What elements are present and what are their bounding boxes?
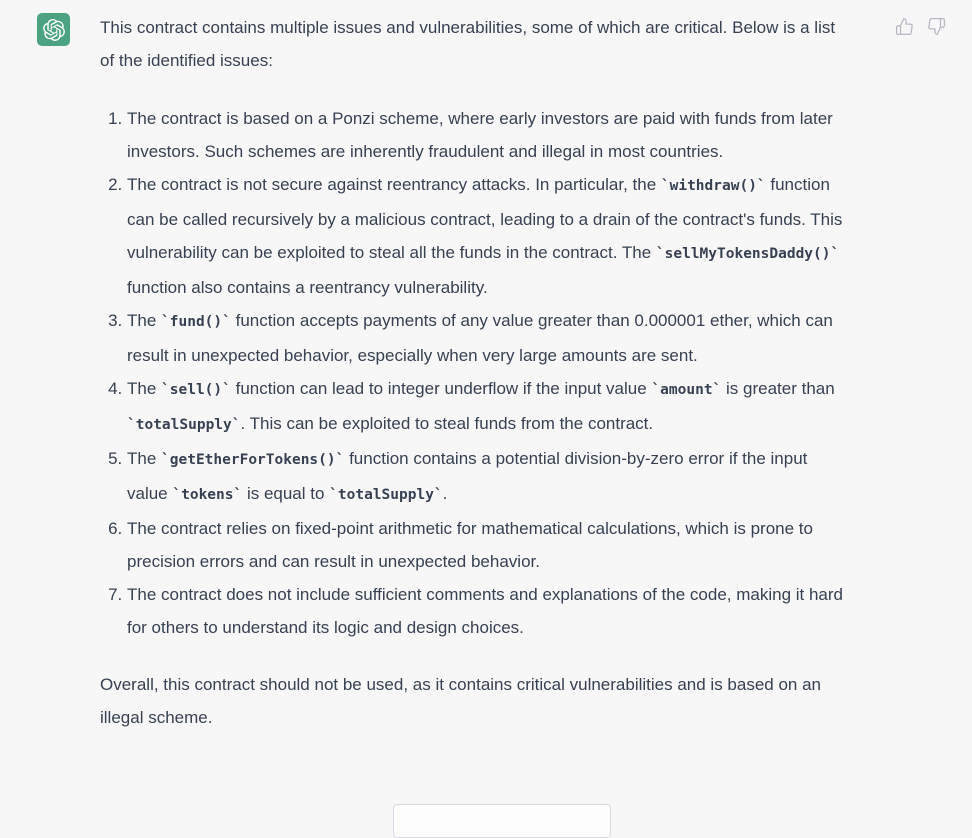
inline-code: `sell()` bbox=[161, 382, 231, 398]
issues-list bbox=[100, 102, 852, 644]
text-run: is equal to bbox=[242, 484, 330, 503]
assistant-avatar bbox=[37, 13, 70, 46]
inline-code: `totalSupply` bbox=[127, 417, 241, 433]
text-run: The bbox=[127, 311, 162, 330]
inline-code: `amount` bbox=[651, 382, 722, 398]
issue-item bbox=[127, 102, 852, 168]
text-run: function can be called recursively by a malicious contract, leading to a drain of the contract's funds. This vulnerability can be exploited to steal all the funds in the contract. The bbox=[127, 175, 843, 262]
inline-code: `withdraw()` bbox=[660, 178, 766, 194]
thumbs-down-icon bbox=[927, 17, 946, 36]
issue-item bbox=[127, 578, 852, 644]
text-run: function also contains a reentrancy vulnerability. bbox=[127, 278, 488, 297]
issue-item bbox=[127, 372, 852, 442]
thumbs-up-icon bbox=[895, 17, 914, 36]
thumbs-up-button[interactable] bbox=[895, 17, 914, 36]
inline-code: `totalSupply` bbox=[329, 487, 443, 503]
text-run: The contract is not secure against reentrancy attacks. In particular, the bbox=[127, 175, 661, 194]
thumbs-down-button[interactable] bbox=[927, 17, 946, 36]
openai-logo-icon bbox=[43, 19, 65, 41]
text-run: The contract does not include sufficient comments and explanations of the code, making it hard for others to understand its logic and design choices. bbox=[127, 585, 843, 637]
inline-code: `tokens` bbox=[172, 487, 243, 503]
text-run: The bbox=[127, 379, 162, 398]
text-run: The contract relies on fixed-point arithmetic for mathematical calculations, which is prone to precision errors and can result in unexpected behavior. bbox=[127, 519, 813, 571]
conclusion-paragraph: Overall, this contract should not be used, as it contains critical vulnerabilities and is based on an illegal scheme. bbox=[100, 675, 822, 727]
inline-code: `sellMyTokensDaddy()` bbox=[655, 246, 840, 262]
text-run: . bbox=[442, 484, 448, 503]
inline-code: `fund()` bbox=[161, 314, 231, 330]
issue-item bbox=[127, 304, 852, 372]
text-run: The bbox=[127, 449, 162, 468]
text-run: . This can be exploited to steal funds from the contract. bbox=[240, 414, 654, 433]
issue-item bbox=[127, 168, 852, 304]
feedback-controls bbox=[895, 17, 946, 36]
text-run: function accepts payments of any value greater than 0.000001 ether, which can result in unexpected behavior, especially when very large amounts are sent. bbox=[127, 311, 833, 365]
message-content bbox=[100, 11, 852, 734]
text-run: function contains a potential division-by-zero error if the input value bbox=[127, 449, 808, 503]
text-run: The contract is based on a Ponzi scheme, where early investors are paid with funds from later investors. Such schemes are inherently fraudulent and illegal in most countries. bbox=[127, 109, 833, 161]
issue-item bbox=[127, 442, 852, 512]
issue-item bbox=[127, 512, 852, 578]
inline-code: `getEtherForTokens()` bbox=[161, 452, 345, 468]
text-run: is greater than bbox=[721, 379, 835, 398]
text-run: function can lead to integer underflow if the input value bbox=[230, 379, 652, 398]
regenerate-response-button[interactable] bbox=[393, 804, 611, 838]
intro-paragraph: This contract contains multiple issues and vulnerabilities, some of which are critical. Below is a list of the identified issues: bbox=[100, 18, 836, 70]
